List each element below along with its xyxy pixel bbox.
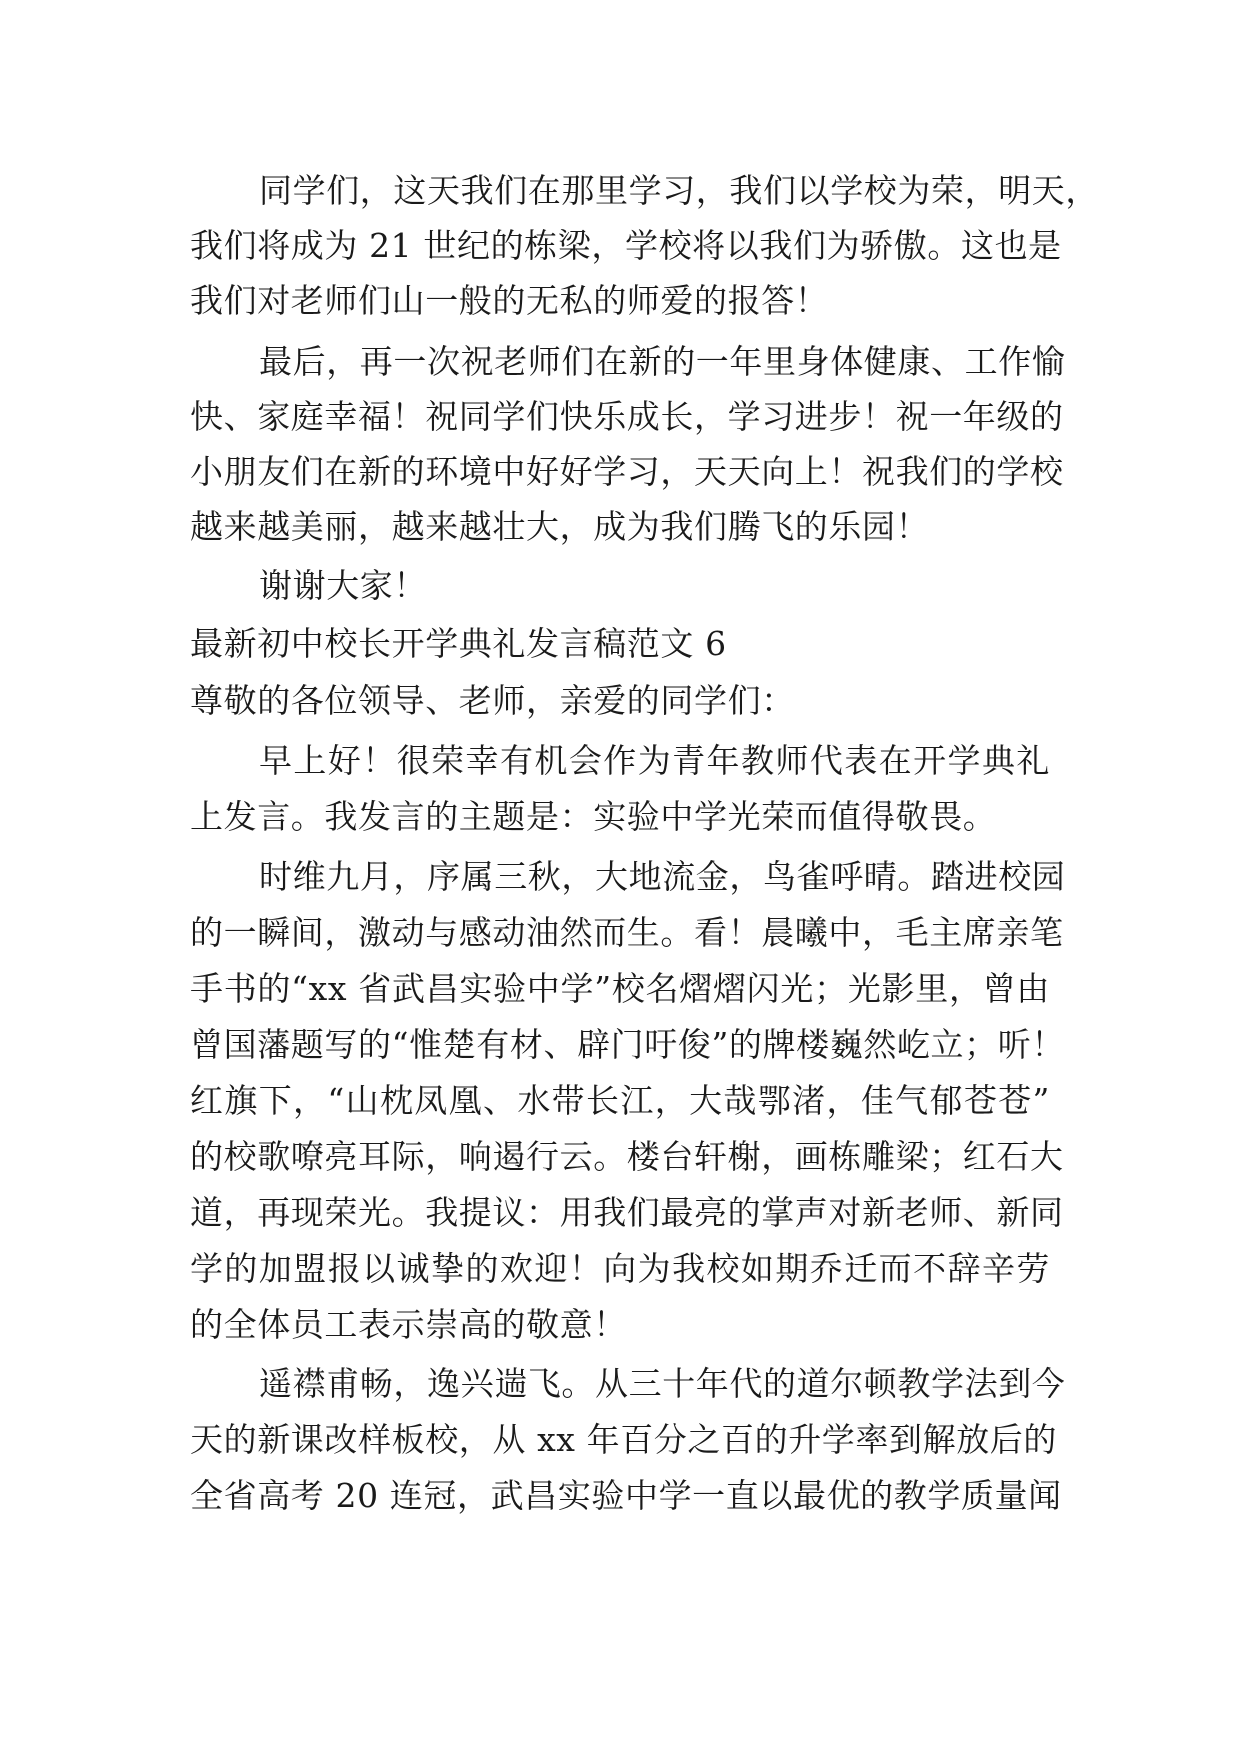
paragraph-line: 上发言。我发言的主题是：实验中学光荣而值得敬畏。 <box>190 797 997 836</box>
paragraph-line: 我们将成为 21 世纪的栋梁，学校将以我们为骄傲。这也是 <box>190 226 1062 265</box>
paragraph-line: 天的新课改样板校，从 xx 年百分之百的升学率到解放后的 <box>190 1420 1058 1459</box>
salutation: 尊敬的各位领导、老师，亲爱的同学们： <box>190 681 795 720</box>
paragraph-line: 早上好！很荣幸有机会作为青年教师代表在开学典礼 <box>259 741 1050 780</box>
paragraph-line: 谢谢大家！ <box>259 566 427 605</box>
paragraph-line: 道，再现荣光。我提议：用我们最亮的掌声对新老师、新同 <box>190 1193 1064 1232</box>
paragraph-line: 同学们，这天我们在那里学习，我们以学校为荣，明天， <box>259 171 1099 210</box>
paragraph-line: 红旗下，“山枕凤凰、水带长江，大哉鄂渚，佳气郁苍苍” <box>190 1081 1050 1120</box>
paragraph-line: 小朋友们在新的环境中好好学习，天天向上！祝我们的学校 <box>190 452 1064 491</box>
paragraph-line: 的一瞬间，激动与感动油然而生。看！晨曦中，毛主席亲笔 <box>190 913 1064 952</box>
paragraph-line: 的全体员工表示崇高的敬意！ <box>190 1305 627 1344</box>
paragraph-line: 时维九月，序属三秋，大地流金，鸟雀呼晴。踏进校园 <box>259 857 1066 896</box>
paragraph-line: 遥襟甫畅，逸兴遄飞。从三十年代的道尔顿教学法到今 <box>259 1364 1066 1403</box>
paragraph-line: 快、家庭幸福！祝同学们快乐成长，学习进步！祝一年级的 <box>190 397 1064 436</box>
paragraph-line: 的校歌嘹亮耳际，响遏行云。楼台轩榭，画栋雕梁；红石大 <box>190 1137 1064 1176</box>
paragraph-line: 我们对老师们山一般的无私的师爱的报答！ <box>190 281 829 320</box>
paragraph-line: 最后，再一次祝老师们在新的一年里身体健康、工作愉 <box>259 342 1066 381</box>
paragraph-line: 全省高考 20 连冠，武昌实验中学一直以最优的教学质量闻 <box>190 1476 1062 1515</box>
paragraph-line: 越来越美丽，越来越壮大，成为我们腾飞的乐园！ <box>190 507 930 546</box>
paragraph-line: 曾国藩题写的“惟楚有材、辟门吁俊”的牌楼巍然屹立；听！ <box>190 1025 1065 1064</box>
paragraph-line: 手书的“xx 省武昌实验中学”校名熠熠闪光；光影里，曾由 <box>190 969 1050 1008</box>
paragraph-line: 学的加盟报以诚挚的欢迎！向为我校如期乔迁而不辞辛劳 <box>190 1249 1050 1288</box>
section-heading: 最新初中校长开学典礼发言稿范文 6 <box>190 624 727 663</box>
